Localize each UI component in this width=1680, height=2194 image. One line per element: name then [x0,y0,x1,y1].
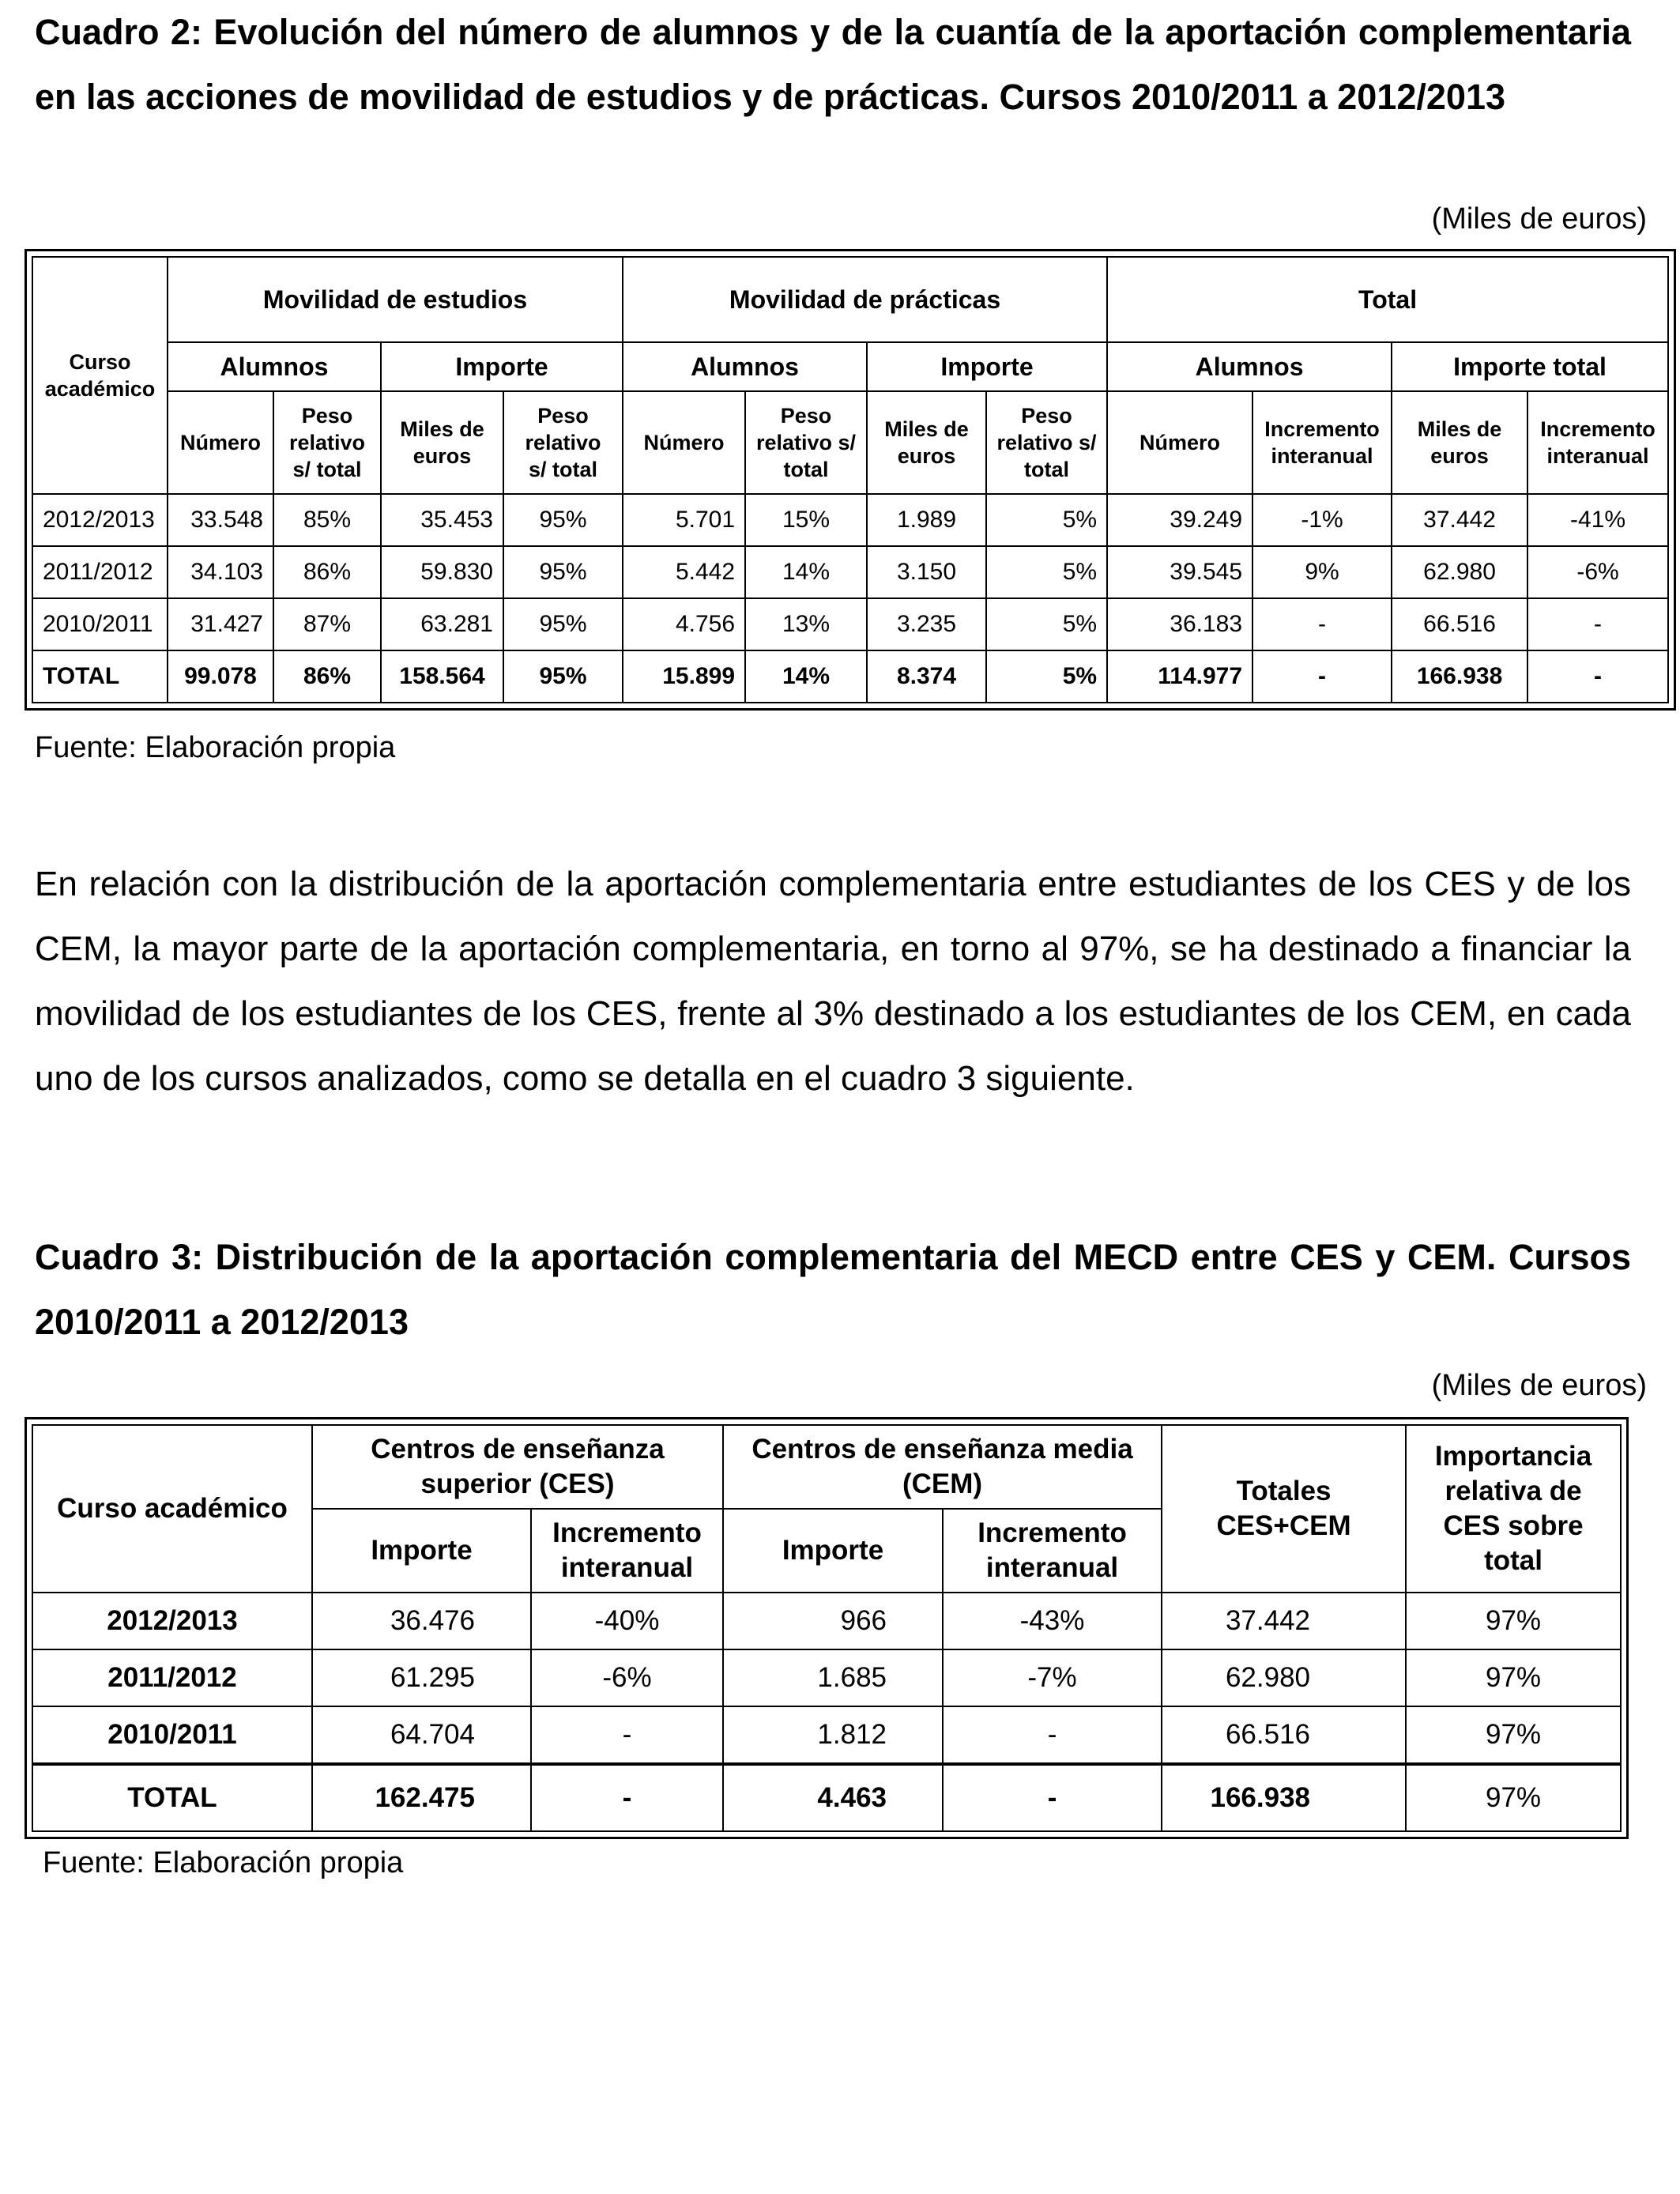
cuadro2-source: Fuente: Elaboración propia [35,731,396,764]
header-movilidad-practicas: Movilidad de prácticas [623,257,1107,342]
table-cell: 97% [1406,1764,1621,1831]
table-cell: 87% [273,598,381,650]
header-peso: Peso relativo s/ total [503,391,623,494]
table-cell: -6% [1527,546,1668,598]
table-cell: 4.463 [723,1764,943,1831]
table-cell: 95% [503,546,623,598]
header-curso: Curso académico [32,257,168,494]
table-cell: 39.249 [1107,494,1252,546]
header-peso: Peso relativo s/ total [745,391,867,494]
table-cell: 5% [986,650,1107,703]
table-cell: - [531,1764,723,1831]
table-cell: 2011/2012 [32,546,168,598]
table-cell: - [531,1706,723,1764]
table-cell: 166.938 [1162,1764,1406,1831]
header-importe-total: Importe total [1392,342,1668,391]
table-cell: 5.442 [623,546,745,598]
table-cell: 64.704 [312,1706,531,1764]
table-cell: 85% [273,494,381,546]
table-cell: 63.281 [381,598,503,650]
table-cell: 33.548 [168,494,273,546]
cuadro3-source: Fuente: Elaboración propia [43,1846,404,1879]
header-miles: Miles de euros [867,391,986,494]
header-miles: Miles de euros [381,391,503,494]
cuadro3-unit: (Miles de euros) [1431,1369,1647,1402]
table-cell: 166.938 [1392,650,1527,703]
table-cell: 37.442 [1162,1593,1406,1649]
table-cell: 9% [1252,546,1392,598]
table-cell: 95% [503,494,623,546]
table-cell: 14% [745,546,867,598]
header-peso: Peso relativo s/ total [986,391,1107,494]
table-row [32,1706,1621,1764]
header-importe: Importe [723,1509,943,1593]
table-cell: 97% [1406,1649,1621,1706]
table-cell: - [943,1706,1162,1764]
header-alumnos: Alumnos [623,342,867,391]
header-incremento: Incremento interanual [531,1509,723,1593]
table-row [32,546,1668,598]
table-cell: - [1252,650,1392,703]
table-cell: 61.295 [312,1649,531,1706]
header-incremento: Incremento interanual [943,1509,1162,1593]
header-alumnos: Alumnos [168,342,381,391]
table-cell: -43% [943,1593,1162,1649]
header-alumnos: Alumnos [1107,342,1392,391]
table-cell: 86% [273,650,381,703]
header-importancia: Importancia relativa de CES sobre total [1406,1425,1621,1593]
cuadro3-title: Cuadro 3: Distribución de la aportación complementaria del MECD entre CES y CEM. Cursos 2010/2011 a 2012/2013 [35,1237,1631,1342]
table-cell: TOTAL [32,1764,312,1831]
table-cell: 66.516 [1392,598,1527,650]
cuadro2-table [32,256,1669,703]
header-numero: Número [1107,391,1252,494]
cuadro3-table [32,1424,1622,1832]
body-paragraph: En relación con la distribución de la aportación complementaria entre estudiantes de los CES y de los CEM, la mayor parte de la aportación complementaria, en torno al 97%, se ha destinado a financiar la movilidad de los estudiantes de los CES, frente al 3% destinado a los estudiantes de los CEM, en cada uno de los cursos analizados, como se detalla en el cuadro 3 siguiente. [35,865,1631,1098]
header-importe: Importe [381,342,623,391]
table-cell: 62.980 [1162,1649,1406,1706]
table-cell: 97% [1406,1593,1621,1649]
table-row-total [32,650,1668,703]
table-cell: -6% [531,1649,723,1706]
table-cell: 15.899 [623,650,745,703]
table-cell: 1.812 [723,1706,943,1764]
table-cell: 66.516 [1162,1706,1406,1764]
table-cell: 36.476 [312,1593,531,1649]
table-cell: 37.442 [1392,494,1527,546]
header-total: Total [1107,257,1668,342]
header-totales: Totales CES+CEM [1162,1425,1406,1593]
table-cell: 2010/2011 [32,1706,312,1764]
header-cem: Centros de enseñanza media (CEM) [723,1425,1162,1509]
table-cell: -40% [531,1593,723,1649]
table-cell: -41% [1527,494,1668,546]
table-cell: 15% [745,494,867,546]
header-incremento: Incremento interanual [1527,391,1668,494]
table-cell: 3.150 [867,546,986,598]
table-cell: - [1527,650,1668,703]
table-row [32,1593,1621,1649]
table-row [32,1649,1621,1706]
table-cell: 97% [1406,1706,1621,1764]
table-cell: TOTAL [32,650,168,703]
table-row-total [32,1764,1621,1831]
header-ces: Centros de enseñanza superior (CES) [312,1425,723,1509]
header-incremento: Incremento interanual [1252,391,1392,494]
table-cell: 5% [986,546,1107,598]
header-miles: Miles de euros [1392,391,1527,494]
table-cell: 5% [986,494,1107,546]
table-cell: 62.980 [1392,546,1527,598]
table-cell: 13% [745,598,867,650]
table-cell: 1.685 [723,1649,943,1706]
table-cell: 8.374 [867,650,986,703]
table-cell: 99.078 [168,650,273,703]
table-cell: 35.453 [381,494,503,546]
table-cell: 2012/2013 [32,1593,312,1649]
table-cell: 14% [745,650,867,703]
table-cell: 31.427 [168,598,273,650]
table-cell: 4.756 [623,598,745,650]
cuadro2-title: Cuadro 2: Evolución del número de alumnos y de la cuantía de la aportación complementaria en las acciones de movilidad de estudios y de prácticas. Cursos 2010/2011 a 2012/2013 [35,12,1631,117]
header-peso: Peso relativo s/ total [273,391,381,494]
table-cell: 2011/2012 [32,1649,312,1706]
table-row [32,598,1668,650]
table-cell: 95% [503,598,623,650]
header-movilidad-estudios: Movilidad de estudios [168,257,623,342]
table-cell: 1.989 [867,494,986,546]
table-cell: 5.701 [623,494,745,546]
table-cell: - [1252,598,1392,650]
table-cell: 114.977 [1107,650,1252,703]
header-curso: Curso académico [32,1425,312,1593]
table-row [32,494,1668,546]
header-importe: Importe [867,342,1107,391]
table-cell: 2010/2011 [32,598,168,650]
table-cell: - [1527,598,1668,650]
header-numero: Número [623,391,745,494]
table-cell: 966 [723,1593,943,1649]
table-cell: 39.545 [1107,546,1252,598]
table-cell: 86% [273,546,381,598]
table-cell: -7% [943,1649,1162,1706]
table-cell: -1% [1252,494,1392,546]
table-cell: 2012/2013 [32,494,168,546]
table-cell: 59.830 [381,546,503,598]
table-cell: 158.564 [381,650,503,703]
table-cell: 34.103 [168,546,273,598]
table-cell: 36.183 [1107,598,1252,650]
table-cell: 95% [503,650,623,703]
table-cell: 3.235 [867,598,986,650]
header-importe: Importe [312,1509,531,1593]
cuadro2-unit: (Miles de euros) [1431,202,1647,236]
header-numero: Número [168,391,273,494]
table-cell: 162.475 [312,1764,531,1831]
table-cell: - [943,1764,1162,1831]
table-cell: 5% [986,598,1107,650]
